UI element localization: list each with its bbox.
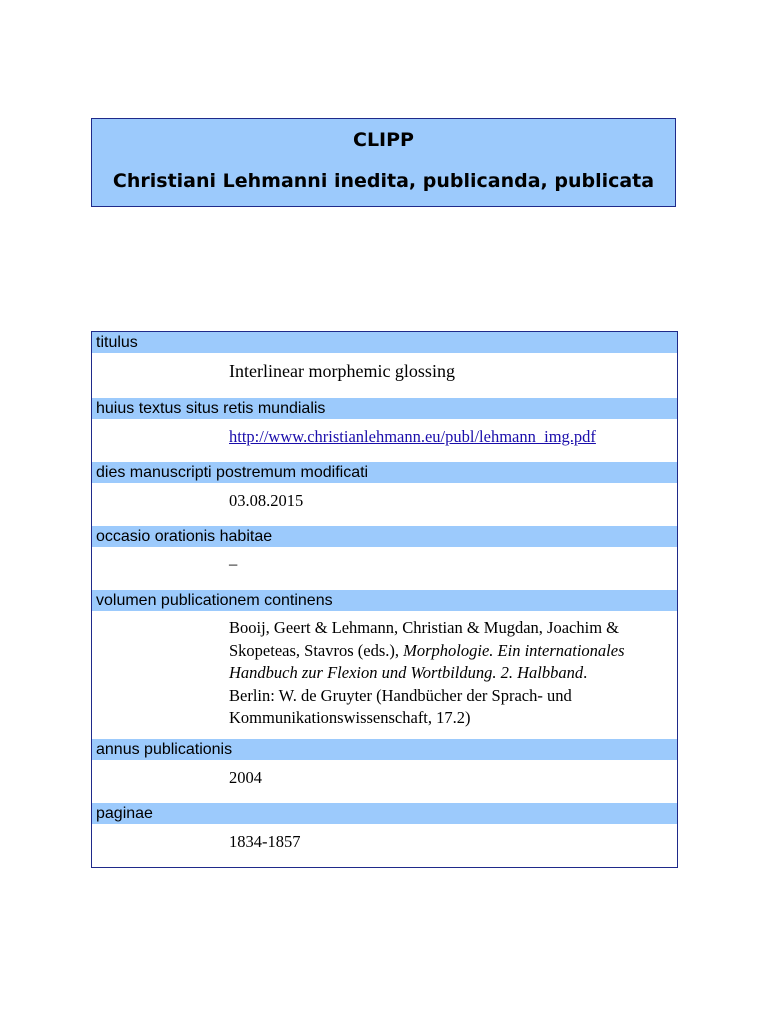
document-series-subtitle: Christiani Lehmanni inedita, publicanda, publicata [112, 170, 655, 192]
field-value-volume [229, 617, 667, 730]
pdf-link[interactable]: http://www.christianlehmann.eu/publ/lehmann_img.pdf [229, 427, 596, 446]
field-label-url: huius textus situs retis mundialis [92, 398, 677, 419]
header-box [91, 118, 676, 207]
field-value-pages: 1834-1857 [229, 832, 301, 851]
field-value-url [229, 426, 667, 449]
metadata-table [91, 331, 678, 868]
field-value-titulus: Interlinear morphemic glossing [229, 361, 455, 381]
volume-line-2 [229, 640, 667, 663]
field-label-volume: volumen publicationem continens [92, 590, 677, 611]
field-label-titulus: titulus [92, 332, 677, 353]
volume-line-1: Booij, Geert & Lehmann, Christian & Mugdan, Joachim & [229, 618, 619, 637]
field-label-year: annus publicationis [92, 739, 677, 760]
field-label-occasion: occasio orationis habitae [92, 526, 677, 547]
field-label-modified-date: dies manuscripti postremum modificati [92, 462, 677, 483]
document-series-title: CLIPP [353, 129, 414, 151]
field-value-year: 2004 [229, 768, 262, 787]
volume-line-5: Kommunikationswissenschaft, 17.2) [229, 708, 471, 727]
field-label-pages: paginae [92, 803, 677, 824]
volume-line-3 [229, 662, 667, 685]
field-value-occasion: – [229, 554, 238, 573]
volume-title-period: . [583, 663, 588, 682]
field-value-modified-date: 03.08.2015 [229, 491, 304, 510]
volume-title-part-1: Morphologie. Ein internationales [403, 640, 625, 660]
volume-editors-text: Skopeteas, Stavros (eds.), [229, 640, 404, 660]
volume-line-4: Berlin: W. de Gruyter (Handbücher der Sprach- und [229, 685, 572, 705]
volume-title-part-2: Handbuch zur Flexion und Wortbildung. 2. Halbband [229, 663, 584, 682]
